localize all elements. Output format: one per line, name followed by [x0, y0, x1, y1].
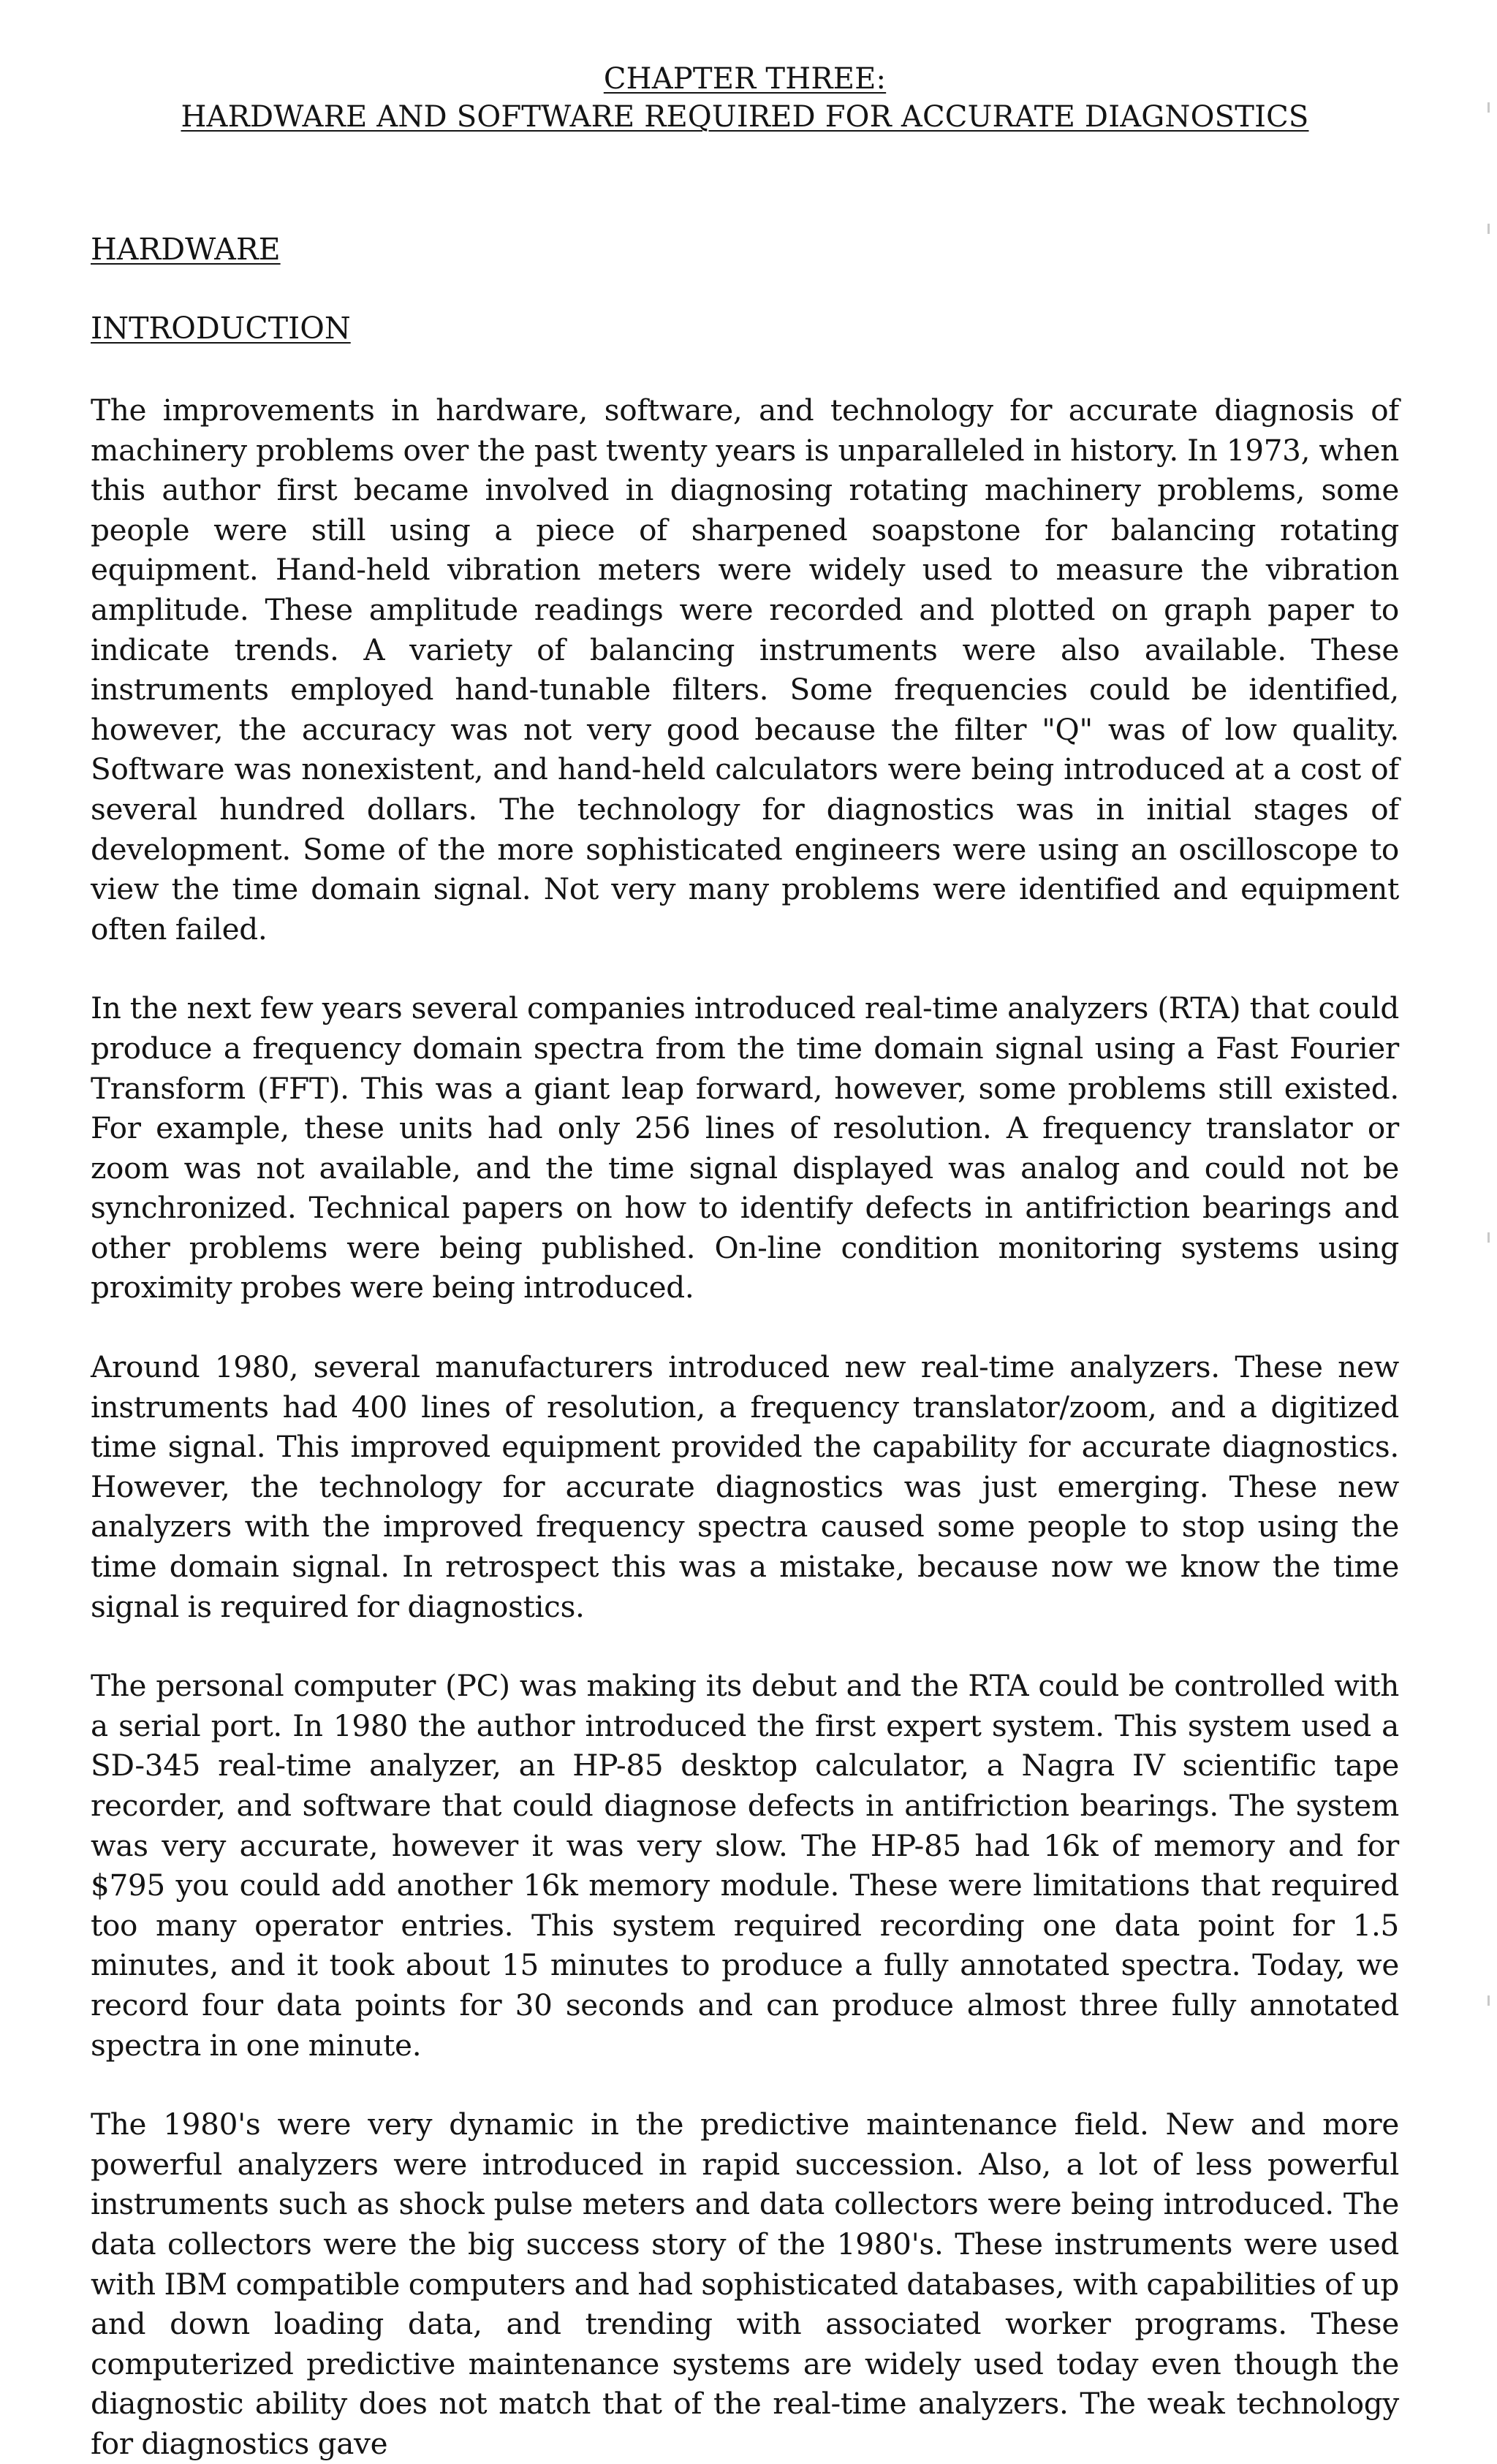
paragraph-personal-computer: The personal computer (PC) was making its debut and the RTA could be controlled with a serial port. In 1980 the author introduced the first expert system. This system used a SD-345 real-time analyzer, an HP-85 desktop calculator, a Nagra IV scientific tape recorder, and software that could diagnose defects in antifriction bearings. The system was very accurate, however it was very slow. The HP-85 had 16k of memory and for $795 you could add another 16k memory module. These were limitations that required too many operator entries. This system required recording one data point for 1.5 minutes, and it took about 15 minutes to produce a fully annotated spectra. Today, we record four data points for 30 seconds and can produce almost three fully annotated spectra in one minute.	[91, 1668, 1399, 2063]
document-page	[91, 60, 1399, 2464]
paragraph-around-1980: Around 1980, several manufacturers introduced new real-time analyzers. These new instruments had 400 lines of resolution, a frequency translator/zoom, and a digitized time signal. This improved equipment provided the capability for accurate diagnostics. However, the technology for accurate diagnostics was just emerging. These new analyzers with the improved frequency spectra caused some people to stop using the time domain signal. In retrospect this was a mistake, because now we know the time signal is required for diagnostics.	[91, 1349, 1399, 1624]
paragraph-1980s-maintenance: The 1980's were very dynamic in the predictive maintenance field. New and more powerful analyzers were introduced in rapid succession. Also, a lot of less powerful instruments such as shock pulse meters and data collectors were being introduced. The data collectors were the big success story of the 1980's. These instruments were used with IBM compatible computers and had sophisticated databases, with capabilities of up and down loading data, and trending with associated worker programs. These computerized predictive maintenance systems are widely used today even though the diagnostic ability does not match that of the real-time analyzers. The weak technology for diagnostics gave	[91, 2107, 1399, 2461]
scan-margin-mark	[1487, 102, 1490, 113]
scan-margin-mark	[1487, 224, 1490, 234]
scan-margin-mark	[1487, 1995, 1490, 2006]
section-heading-hardware: HARDWARE	[91, 232, 281, 267]
chapter-label: CHAPTER THREE:	[603, 62, 887, 96]
paragraph-real-time-analyzers: In the next few years several companies introduced real-time analyzers (RTA) that could produce a frequency domain spectra from the time domain signal using a Fast Fourier Transform (FFT). This was a giant leap forward, however, some problems still existed. For example, these units had only 256 lines of resolution. A frequency translator or zoom was not available, and the time signal displayed was analog and could not be synchronized. Technical papers on how to identify defects in antifriction bearings and other problems were being published. On-line condition monitoring systems using proximity probes were being introduced.	[91, 990, 1399, 1305]
chapter-title: HARDWARE AND SOFTWARE REQUIRED FOR ACCURATE DIAGNOSTICS	[181, 100, 1309, 134]
scan-margin-mark	[1487, 1232, 1490, 1243]
paragraph-1970s-diagnostics: The improvements in hardware, software, and technology for accurate diagnosis of machinery problems over the past twenty years is unparalleled in history. In 1973, when this author first became involved in diagnosing rotating machinery problems, some people were still using a piece of sharpened soapstone for balancing rotating equipment. Hand-held vibration meters were widely used to measure the vibration amplitude. These amplitude readings were recorded and plotted on graph paper to indicate trends. A variety of balancing instruments were also available. These instruments employed hand-tunable filters. Some frequencies could be identified, however, the accuracy was not very good because the filter "Q" was of low quality. Software was nonexistent, and hand-held calculators were being introduced at a cost of several hundred dollars. The technology for diagnostics was in initial stages of development. Some of the more sophisticated engineers were using an oscilloscope to view the time domain signal. Not very many problems were identified and equipment often failed.	[91, 393, 1399, 947]
section-heading-introduction: INTRODUCTION	[91, 311, 351, 346]
